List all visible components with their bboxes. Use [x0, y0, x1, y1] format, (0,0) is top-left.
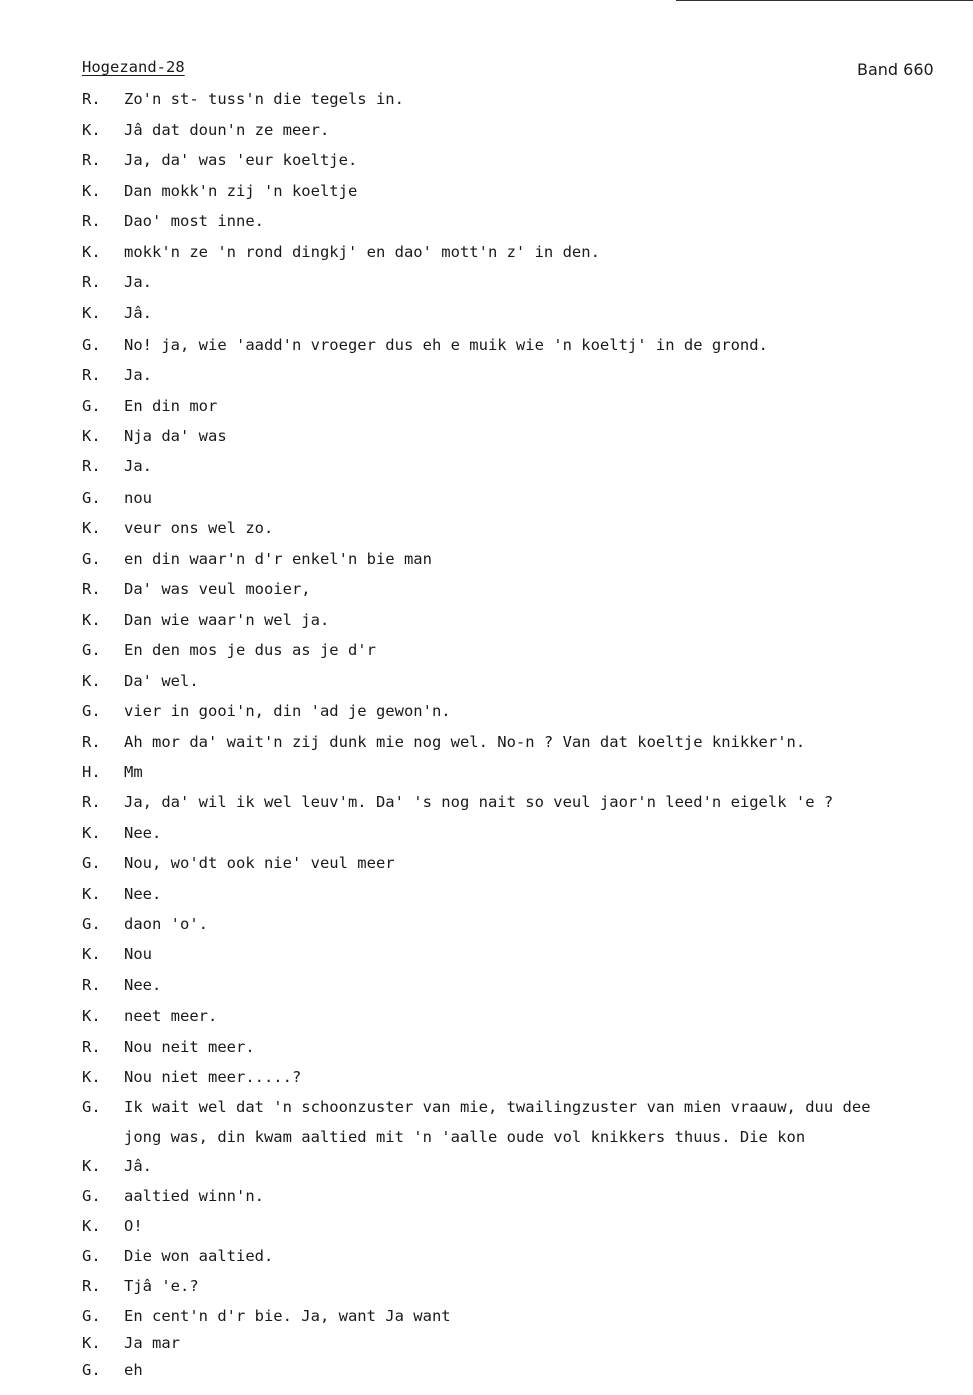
transcript-line — [0, 1126, 973, 1148]
speaker-label: K. — [82, 611, 101, 629]
utterance-text: neet meer. — [124, 1007, 218, 1025]
utterance-text: Tjâ 'e.? — [124, 1277, 199, 1295]
transcript-line — [0, 943, 973, 965]
utterance-text: Ja. — [124, 273, 152, 291]
speaker-label: R. — [82, 1038, 101, 1056]
transcript-line — [0, 180, 973, 202]
transcript-line — [0, 883, 973, 905]
transcript-line — [0, 639, 973, 661]
transcript-line — [0, 271, 973, 293]
transcript-line — [0, 334, 973, 356]
utterance-text: Dan mokk'n zij 'n koeltje — [124, 182, 358, 200]
utterance-text: vier in gooi'n, din 'ad je gewon'n. — [124, 702, 451, 720]
speaker-label: R. — [82, 793, 101, 811]
speaker-label: G. — [82, 336, 101, 354]
speaker-label: G. — [82, 489, 101, 507]
utterance-text: Nja da' was — [124, 427, 227, 445]
utterance-text: Nou neit meer. — [124, 1038, 255, 1056]
transcript-line — [0, 395, 973, 417]
utterance-text: jong was, din kwam aaltied mit 'n 'aalle oude vol knikkers thuus. Die kon — [124, 1128, 806, 1146]
speaker-label: R. — [82, 366, 101, 384]
speaker-label: R. — [82, 1277, 101, 1295]
utterance-text: Jâ dat doun'n ze meer. — [124, 121, 330, 139]
utterance-text: Dan wie waar'n wel ja. — [124, 611, 330, 629]
speaker-label: K. — [82, 427, 101, 445]
transcript-line — [0, 1155, 973, 1177]
transcript-line — [0, 1332, 973, 1354]
utterance-text: nou — [124, 489, 152, 507]
transcript-line — [0, 761, 973, 783]
transcript-line — [0, 517, 973, 539]
utterance-text: No! ja, wie 'aadd'n vroeger dus eh e muik wie 'n koeltj' in de grond. — [124, 336, 768, 354]
speaker-label: R. — [82, 212, 101, 230]
utterance-text: Nee. — [124, 976, 162, 994]
speaker-label: R. — [82, 457, 101, 475]
transcript-line — [0, 88, 973, 110]
speaker-label: G. — [82, 854, 101, 872]
transcript-line — [0, 1036, 973, 1058]
utterance-text: Jâ. — [124, 304, 152, 322]
utterance-text: daon 'o'. — [124, 915, 208, 933]
speaker-label: H. — [82, 763, 101, 781]
speaker-label: K. — [82, 121, 101, 139]
transcript-line — [0, 670, 973, 692]
speaker-label: K. — [82, 519, 101, 537]
speaker-label: G. — [82, 702, 101, 720]
speaker-label: R. — [82, 976, 101, 994]
transcript-line — [0, 822, 973, 844]
transcript-line — [0, 974, 973, 996]
utterance-text: Ja, da' was 'eur koeltje. — [124, 151, 358, 169]
transcript-line — [0, 487, 973, 509]
speaker-label: G. — [82, 1247, 101, 1265]
speaker-label: K. — [82, 243, 101, 261]
speaker-label: K. — [82, 304, 101, 322]
utterance-text: Ik wait wel dat 'n schoonzuster van mie, twailingzuster van mien vraauw, duu dee — [124, 1098, 871, 1116]
transcript-line — [0, 455, 973, 477]
speaker-label: R. — [82, 151, 101, 169]
speaker-label: G. — [82, 1098, 101, 1116]
transcript-line — [0, 241, 973, 263]
speaker-label: G. — [82, 1307, 101, 1325]
utterance-text: Ja. — [124, 366, 152, 384]
speaker-label: R. — [82, 273, 101, 291]
utterance-text: mokk'n ze 'n rond dingkj' en dao' mott'n z' in den. — [124, 243, 600, 261]
transcript-line — [0, 119, 973, 141]
band-number: Band 660 — [857, 60, 934, 79]
speaker-label: G. — [82, 915, 101, 933]
transcript-line — [0, 1359, 973, 1381]
speaker-label: K. — [82, 1068, 101, 1086]
speaker-label: K. — [82, 824, 101, 842]
speaker-label: K. — [82, 1007, 101, 1025]
utterance-text: Ah mor da' wait'n zij dunk mie nog wel. No-n ? Van dat koeltje knikker'n. — [124, 733, 806, 751]
transcript-line — [0, 700, 973, 722]
speaker-label: K. — [82, 1334, 101, 1352]
utterance-text: veur ons wel zo. — [124, 519, 274, 537]
transcript-line — [0, 302, 973, 324]
speaker-label: K. — [82, 182, 101, 200]
utterance-text: aaltied winn'n. — [124, 1187, 264, 1205]
transcript-line — [0, 425, 973, 447]
transcript-line — [0, 1275, 973, 1297]
utterance-text: O! — [124, 1217, 143, 1235]
speaker-label: K. — [82, 672, 101, 690]
utterance-text: en din waar'n d'r enkel'n bie man — [124, 550, 432, 568]
utterance-text: En din mor — [124, 397, 218, 415]
utterance-text: En den mos je dus as je d'r — [124, 641, 376, 659]
speaker-label: R. — [82, 580, 101, 598]
page-title: Hogezand-28 — [82, 58, 185, 76]
utterance-text: Ja mar — [124, 1334, 180, 1352]
transcript-line — [0, 1066, 973, 1088]
transcript-line — [0, 731, 973, 753]
speaker-label: G. — [82, 550, 101, 568]
utterance-text: Ja, da' wil ik wel leuv'm. Da' 's nog nait so veul jaor'n leed'n eigelk 'e ? — [124, 793, 834, 811]
speaker-label: K. — [82, 1217, 101, 1235]
utterance-text: eh — [124, 1361, 143, 1379]
transcript-line — [0, 364, 973, 386]
transcript-line — [0, 609, 973, 631]
transcript-line — [0, 852, 973, 874]
utterance-text: Ja. — [124, 457, 152, 475]
transcript-line — [0, 548, 973, 570]
speaker-label: K. — [82, 1157, 101, 1175]
utterance-text: Da' wel. — [124, 672, 199, 690]
transcript-line — [0, 913, 973, 935]
transcript-line — [0, 1096, 973, 1118]
utterance-text: Nee. — [124, 824, 162, 842]
utterance-text: Nou, wo'dt ook nie' veul meer — [124, 854, 395, 872]
speaker-label: R. — [82, 90, 101, 108]
utterance-text: Zo'n st- tuss'n die tegels in. — [124, 90, 404, 108]
speaker-label: G. — [82, 1187, 101, 1205]
speaker-label: K. — [82, 885, 101, 903]
transcript-line — [0, 1245, 973, 1267]
utterance-text: Jâ. — [124, 1157, 152, 1175]
transcript-line — [0, 210, 973, 232]
speaker-label: G. — [82, 641, 101, 659]
speaker-label: G. — [82, 397, 101, 415]
utterance-text: Mm — [124, 763, 143, 781]
utterance-text: Nou niet meer.....? — [124, 1068, 302, 1086]
transcript-line — [0, 578, 973, 600]
transcript-line — [0, 791, 973, 813]
transcript-line — [0, 1185, 973, 1207]
utterance-text: Dao' most inne. — [124, 212, 264, 230]
transcript-line — [0, 1005, 973, 1027]
speaker-label: R. — [82, 733, 101, 751]
transcript-line — [0, 149, 973, 171]
utterance-text: Die won aaltied. — [124, 1247, 274, 1265]
utterance-text: Da' was veul mooier, — [124, 580, 311, 598]
speaker-label: G. — [82, 1361, 101, 1379]
utterance-text: Nee. — [124, 885, 162, 903]
speaker-label: K. — [82, 945, 101, 963]
utterance-text: Nou — [124, 945, 152, 963]
utterance-text: En cent'n d'r bie. Ja, want Ja want — [124, 1307, 451, 1325]
transcript-line — [0, 1215, 973, 1237]
transcript-line — [0, 1305, 973, 1327]
